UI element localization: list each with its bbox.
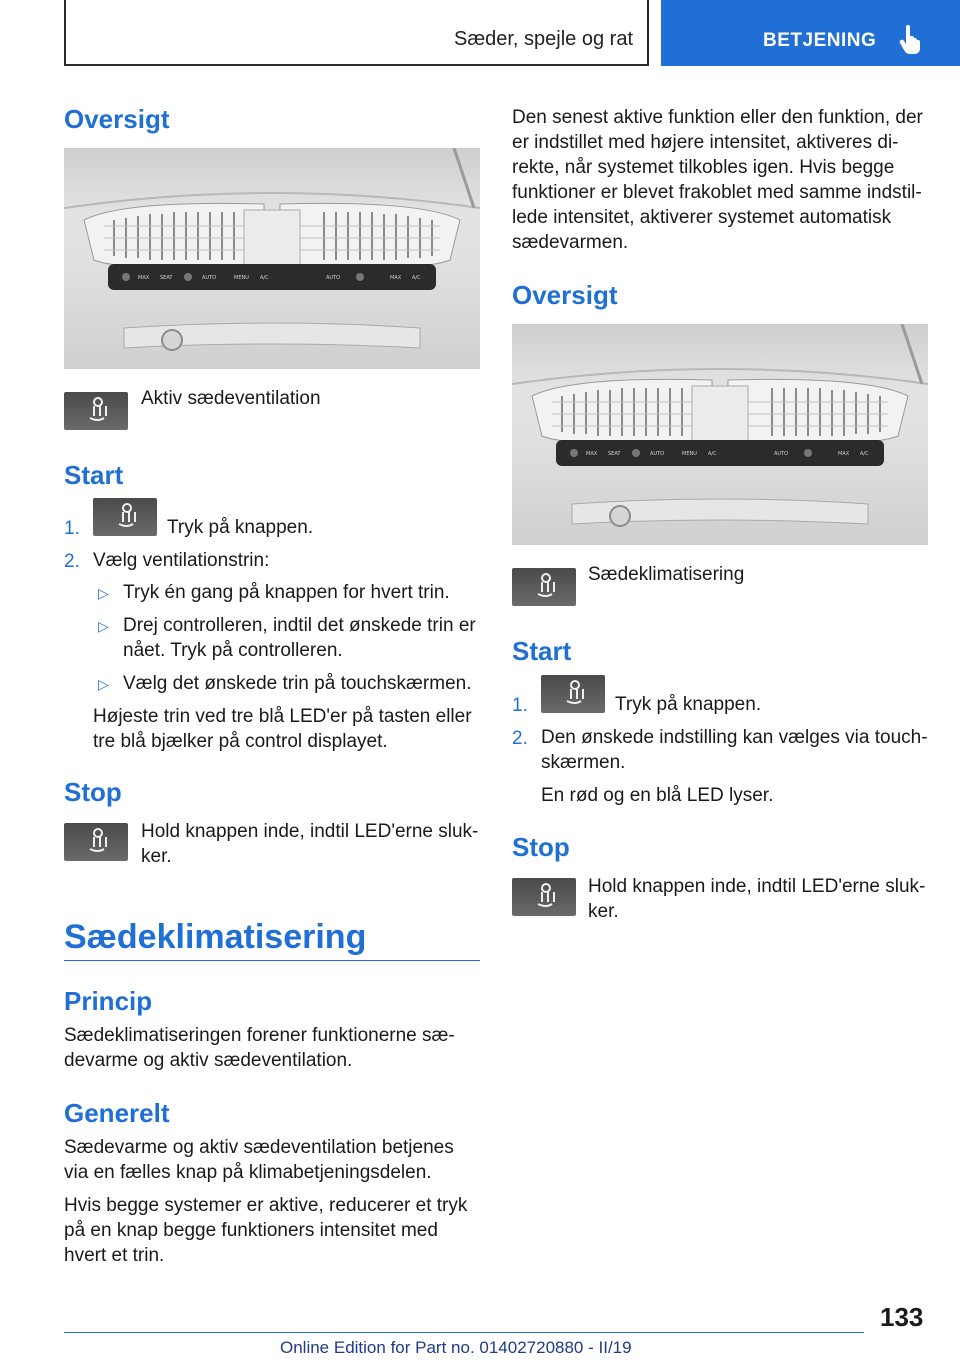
pointing-hand-icon [899,24,921,54]
body-text: via en fælles knap på klimabetjeningsdelen. [64,1162,432,1183]
bullet-triangle-icon: ▷ [98,618,109,634]
body-text: Sædeklimatiseringen forener funktionerne sæ- [64,1025,455,1046]
panel-label: A/C [860,451,869,457]
body-text: funktioner er blevet frakoblet med samme indstil- [512,182,922,203]
seat-climate-button-icon [512,568,576,606]
step-number: 2. [64,551,80,572]
note-text: En rød og en blå LED lyser. [541,785,774,806]
panel-label: SEAT [608,451,621,457]
step-number: 1. [512,695,528,716]
climate-panel-photo-right [512,324,928,545]
chapter-heading: Sædeklimatisering [64,918,367,956]
body-text: rekte, når systemet tilkobles igen. Hvis begge [512,157,895,178]
climate-panel-illustration [512,324,928,545]
body-text: lede intensitet, aktiverer systemet automatisk [512,207,892,228]
body-text: devarme og aktiv sædeventilation. [64,1050,353,1071]
bullet-text: Tryk én gang på knappen for hvert trin. [123,582,450,603]
seat-climate-button-icon [541,675,605,713]
header-chapter-title: BETJENING [763,30,877,51]
note-text: Højeste trin ved tre blå LED'er på tasten eller [93,706,472,727]
bullet-text: Drej controlleren, indtil det ønskede trin er [123,615,476,636]
step-text: Vælg ventilationstrin: [93,550,270,571]
general-heading: Generelt [64,1098,170,1128]
panel-label: A/C [708,451,717,457]
stop-heading-left: Stop [64,777,122,807]
body-text: sædevarmen. [512,232,629,253]
panel-label: MENU [234,275,249,281]
chapter-divider [64,960,480,961]
step-number: 2. [512,728,528,749]
bullet-text: nået. Tryk på controlleren. [123,640,343,661]
panel-label: MAX [586,451,598,457]
seat-ventilation-button-icon [93,498,157,536]
stop-text: ker. [588,901,619,922]
stop-text: Hold knappen inde, indtil LED'erne sluk- [141,821,479,842]
footer-edition[interactable]: Online Edition for Part no. 01402720880 - II/19 [280,1338,632,1357]
panel-label: MAX [390,275,402,281]
panel-label: A/C [412,275,421,281]
seat-climate-button-icon [512,878,576,916]
start-heading-right: Start [512,636,572,666]
step-text: skærmen. [541,752,626,773]
step-text: Tryk på knappen. [167,517,314,538]
caption-right: Sædeklimatisering [588,564,745,585]
header-section-title: Sæder, spejle og rat [454,28,633,50]
overview-heading-right: Oversigt [512,280,618,310]
principle-heading: Princip [64,986,153,1016]
step-text: Den ønskede indstilling kan vælges via touch- [541,727,928,748]
body-text: Sædevarme og aktiv sædeventilation betjenes [64,1137,454,1158]
panel-label: MAX [138,275,150,281]
stop-text: Hold knappen inde, indtil LED'erne sluk- [588,876,926,897]
body-text: hvert et trin. [64,1245,165,1266]
note-text: tre blå bjælker på control displayet. [93,731,388,752]
panel-label: AUTO [774,451,789,457]
header-chapter-tab[interactable] [661,0,960,66]
panel-label: SEAT [160,275,173,281]
stop-text: ker. [141,846,172,867]
body-text: Hvis begge systemer er aktive, reducerer et tryk [64,1195,468,1216]
caption-left: Aktiv sædeventilation [141,388,321,409]
page-number: 133 [880,1302,924,1332]
body-text: på en knap begge funktioners intensitet med [64,1220,438,1241]
seat-ventilation-button-icon [64,823,128,861]
panel-label: AUTO [326,275,341,281]
footer-divider [64,1332,864,1333]
stop-heading-right: Stop [512,832,570,862]
climate-panel-illustration [64,148,480,369]
header-section-box [64,0,649,66]
climate-panel-photo-left [64,148,480,369]
panel-label: AUTO [650,451,665,457]
bullet-text: Vælg det ønskede trin på touchskærmen. [123,673,472,694]
step-text: Tryk på knappen. [615,694,762,715]
bullet-triangle-icon: ▷ [98,585,109,601]
body-text: er indstillet med højere intensitet, aktiveres di- [512,132,899,153]
seat-ventilation-button-icon [64,392,128,430]
panel-label: AUTO [202,275,217,281]
body-text: Den senest aktive funktion eller den funktion, der [512,107,923,128]
step-number: 1. [64,518,80,539]
start-heading-left: Start [64,460,124,490]
bullet-triangle-icon: ▷ [98,676,109,692]
panel-label: A/C [260,275,269,281]
overview-heading-left: Oversigt [64,104,170,134]
panel-label: MENU [682,451,697,457]
panel-label: MAX [838,451,850,457]
